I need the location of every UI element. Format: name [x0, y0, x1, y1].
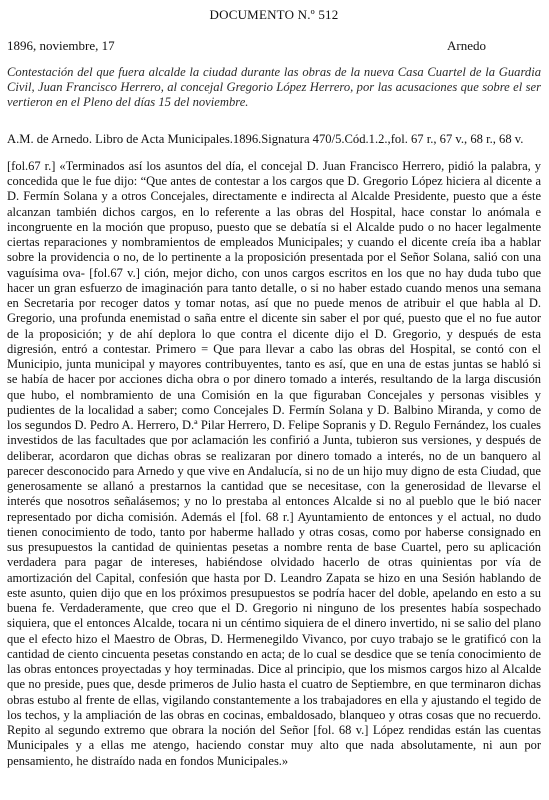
document-body: [fol.67 r.] «Terminados así los asuntos del día, el concejal D. Juan Francisco Herrero, pidió la palabra, y concedida que le fue dijo: “Que antes de contestar a los cargos que D. Gregorio López hiciera al dicente a D. Fermín Solana y a otros Concejales, directamente e indirecta al Alcalde Presidente, puesto que a éste alcanzan también dichos cargos, en lo referente a las obras del Hospital, hace constar lo anómala e incongruente en la moción que propuso, puesto que se debatía si el Alcalde pudo o no hacer legalmente ciertas reparaciones y nombramientos de empleados Municipales; y cuando el dicente creía iba a hablar sobre la providencia o no, de lo pertinente a la proposición presentada por el Señor Solana, salió con una vaguísima ova- [fol.67 v.] ción, mejor dicho, con unos cargos escritos en los que no hay duda tubo que hacer un gran esfuerzo de imaginación para tanto detalle, o si no haber estado cuando menos una semana en Secretaria por recoger datos y tomar notas, así que no puede menos de atribuir el que habla al D. Gregorio, una profunda enemistad o saña entre el dicente sin saber el por qué, puesto que el no fue autor de la proposición; y de ahí deplora lo que contra el dicente dijo el D. Gregorio, y después de esta digresión, entró a contestar. Primero = Que para llevar a cabo las obras del Hospital, se contó con el Municipio, junta municipal y mayores contribuyentes, tanto es así, que en una de estas juntas se habló si se había de hacer por acciones dicha obra o por dinero tomado a interés, resultando de la larga discusión que hubo, el nombramiento de una Comisión en la que figuraban Concejales y personas visibles y pudientes de la localidad a saber; como Concejales D. Fermín Solana y D. Balbino Miranda, y como de los segundos D. Pedro A. Herrero, D.ª Pilar Herrero, D. Felipe Sopranis y D. Regulo Fernández, los cuales investidos de las facultades que por aclamación les confirió a Junta, tubieron sus versiones, y después de deliberar, acordaron que dichas obras se realizaran por dinero tomado a interés, no de un banquero al parecer desconocido para Arnedo y que vive en Andalucía, si no de un hijo muy digno de esta Ciudad, que generosamente se allanó a prestarnos la cantidad que se necesitase, con la generosidad de llevarse el interés que nosotros señalásemos; y no lo prestaba al entonces Alcalde si no al pueblo que le bió nacer representado por dicha comisión. Además el [fol. 68 r.] Ayuntamiento de entonces y el actual, no dudo tienen conocimiento de todo, tanto por haberme hallado y otras cosas, como por haberse consignado en sus presupuestos la cantidad de quinientas pesetas a nombre renta de base Cuartel, pero su aplicación verdadera para pagar de intereses, habiéndose olvidado hacerlo de otras quinientas por vía de amortización del Capital, confesión que hasta por D. Leandro Zapata se hizo en una Sesión hablando de este asunto, quien dijo que en los próximos presupuestos se podría hacer del doble, apelando en esto a su buena fe. Verdaderamente, que creo que el D. Gregorio ni ninguno de los presentes había sospechado siquiera, que el entonces Alcalde, tocara ni un céntimo siquiera de el dinero invertido, ni se salio del plano que el efecto hizo el Maestro de Obras, D. Hermenegildo Vivanco, por cuyo trabajo se le gratificó con la cantidad de ciento cincuenta pesetas constando en acta; de lo cual se desdice que se tenía conocimiento de las obras entonces proyectadas y hoy terminadas. Dice al principio, que los mismos cargos hizo al Alcalde que no preside, pues que, desde primeros de Julio hasta el cuatro de Septiembre, en que terminaron dichas obras estubo al frente de ellas, vigilando constantemente a los trabajadores en ella y ajustando el tegido de los techos, y la ampliación de las obras en cocinas, embaldosado, blanqueo y otras cosas que no recuerdo. Repito al segundo extremo que obrara la noción del Señor [fol. 68 v.] López rendidas están las cuentas Municipales y a ellas me atengo, haciendo constar muy alto que nada absolutamente, ni aun por pensamiento, he distraído nada en fondos Municipales.»: [7, 158, 541, 768]
document-title: DOCUMENTO N.º 512: [209, 7, 339, 22]
document-abstract: Contestación del que fuera alcalde la ciudad durante las obras de la nueva Casa Cuartel de la Guardia Civil, Juan Francisco Herrero, al concejal Gregorio López Herrero, por las acusaciones que sobre el ser vertieron en el Pleno del días 15 del noviembre.: [7, 65, 541, 110]
archival-source: A.M. de Arnedo. Libro de Acta Municipales.1896.Signatura 470/5.Cód.1.2.,fol. 67 r., 67 v., 68 r., 68 v.: [7, 131, 524, 146]
date-place-row: [7, 38, 541, 54]
document-date: 1896, noviembre, 17: [7, 38, 115, 53]
document-place: Arnedo: [447, 38, 486, 53]
